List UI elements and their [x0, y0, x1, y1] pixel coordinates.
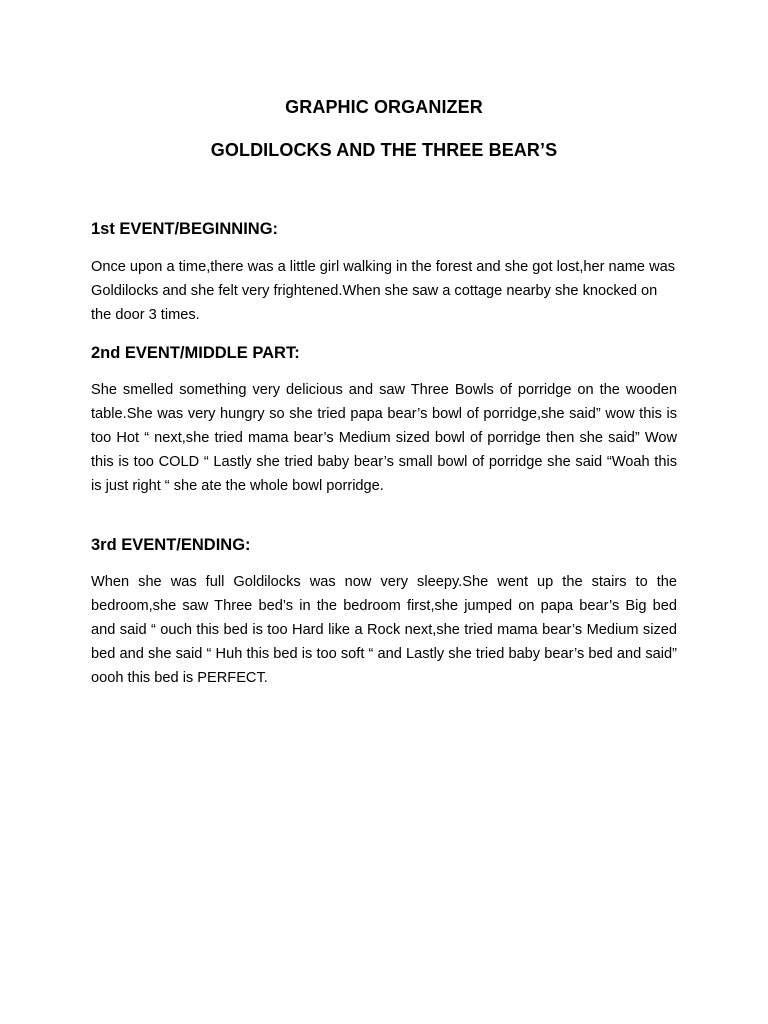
section-heading: 3rd EVENT/ENDING: — [91, 536, 251, 554]
section-ending — [91, 534, 677, 690]
section-heading: 2nd EVENT/MIDDLE PART: — [91, 344, 300, 362]
section-heading: 1st EVENT/BEGINNING: — [91, 220, 279, 238]
section-paragraph: Once upon a time,there was a little girl walking in the forest and she got lost,her name was Goldilocks and she felt very frightened.When she saw a cottage nearby she knocked on the door 3 times. — [91, 259, 676, 323]
section-paragraph: When she was full Goldilocks was now very sleepy.She went up the stairs to the bedroom,she saw Three bed’s in the bedroom first,she jumped on papa bear’s Big bed and said “ ouch this bed is too Hard like a Rock next,she tried mama bear’s Medium sized bed and she said “ Huh this bed is too soft “ and Lastly she tried baby bear’s bed and said” oooh this bed is PERFECT. — [91, 574, 677, 686]
section-middle — [91, 342, 677, 498]
document-subtitle: GOLDILOCKS AND THE THREE BEAR’S — [210, 140, 558, 160]
section-paragraph: She smelled something very delicious and saw Three Bowls of porridge on the wooden table.She was very hungry so she tried papa bear’s bowl of porridge,she said” wow this is too Hot “ next,she tried mama bear’s Medium sized bowl of porridge then she said” Wow this is too COLD “ Lastly she tried baby bear’s small bowl of porridge she said “Woah this is just right “ she ate the whole bowl porridge. — [91, 382, 677, 494]
document-title: GRAPHIC ORGANIZER — [285, 97, 483, 117]
section-beginning — [91, 218, 677, 327]
